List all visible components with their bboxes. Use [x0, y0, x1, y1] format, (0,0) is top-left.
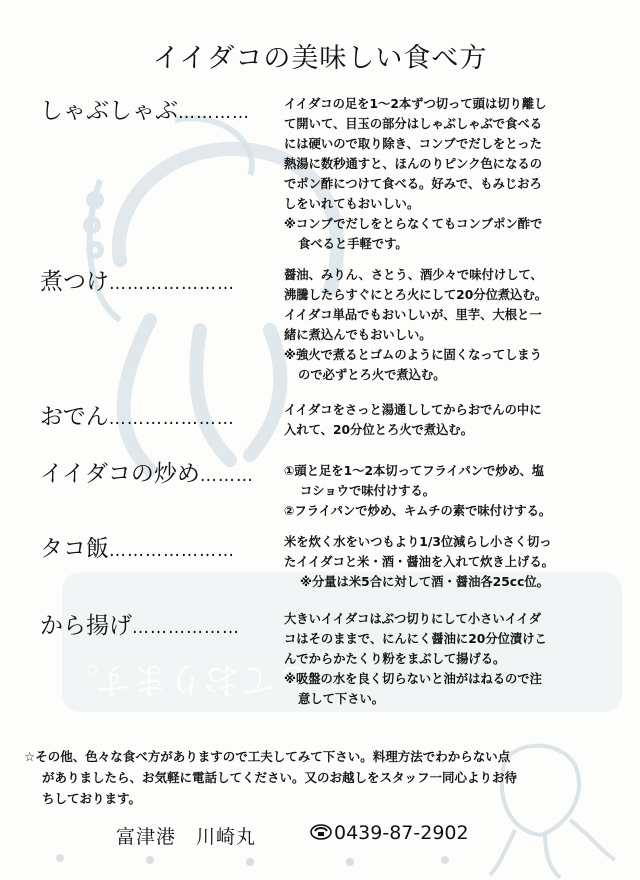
footer-note [24, 746, 624, 809]
recipe-line: コショウで味付けする。 [300, 484, 436, 498]
recipe-description [284, 94, 604, 254]
recipe-note: ※吸盤の水を良く切らないと油がはねるので注 [284, 672, 542, 686]
page-title: イイダコの美味しい食べ方 [152, 43, 488, 74]
phone-number-block [310, 822, 469, 844]
dot-leader: ………… [178, 103, 250, 123]
telephone-icon [310, 824, 332, 840]
dot-leader: ………………… [109, 274, 235, 294]
recipe-line: んでからかたくり粉をまぶして揚げる。 [284, 652, 506, 666]
recipe-name [40, 92, 250, 125]
recipe-note: ※コンブでだしをとらなくてもコンブポン酢で [284, 217, 543, 231]
recipe-name [40, 607, 240, 640]
recipe-name-text: タコ飯 [40, 536, 109, 562]
contact-info [0, 822, 640, 852]
recipe-name [40, 455, 254, 488]
recipe-line: 大きいイイダコはぶつ切りにして小さいイイダ [284, 612, 542, 626]
footer-line: ちしております。 [42, 791, 142, 806]
recipe-name [40, 263, 235, 296]
recipe-line: 熱湯に数秒通すと、ほんのりピンク色になるの [284, 157, 542, 171]
recipe-note: 意して下さい。 [298, 692, 385, 706]
recipe-name [40, 398, 235, 431]
footer-line: ☆その他、色々な食べ方がありますので工夫してみて下さい。料理方法でわからない点 [24, 749, 511, 764]
phone-number: 0439-87-2902 [334, 822, 469, 844]
recipe-line: コはそのままで、にんにく醤油に20分位漬けこ [284, 632, 547, 646]
recipe-line: 醤油、みりん、さとう、酒少々で味付けして、 [284, 268, 543, 282]
shop-name: 富津港 川崎丸 [116, 826, 257, 848]
recipe-description [284, 609, 604, 709]
recipe-line: しをいれてもおいしい。 [284, 197, 420, 211]
dot-leader: ……………… [132, 618, 240, 638]
recipe-name-text: から揚げ [40, 613, 132, 639]
recipe-description [284, 532, 604, 592]
recipe-line: たイイダコと米・酒・醤油を入れて炊き上げる。 [284, 555, 554, 569]
recipe-line: には硬いので取り除き、コンブでだしをとった [284, 137, 542, 151]
recipe-note: ので必ずとろ火で煮込む。 [298, 368, 446, 382]
dot-leader: ………………… [109, 541, 235, 561]
recipe-line: ②フライパンで炒め、キムチの素で味付けする。 [284, 504, 552, 518]
recipe-line: イイダコ単品でもおいしいが、里芋、大根と一 [284, 308, 542, 322]
recipe-name [40, 530, 235, 563]
watermark-text: しております。 [62, 659, 312, 700]
recipe-name-text: 煮つけ [40, 269, 109, 295]
recipe-line: 緒に煮込んでもおいしい。 [284, 328, 432, 342]
footer-line: がありましたら、お気軽に電話してください。又のお越しをスタッフ一同心よりお待 [42, 770, 518, 785]
recipe-line: て開いて、目玉の部分はしゃぶしゃぶで食べる [284, 117, 542, 131]
recipe-description [284, 400, 604, 440]
recipe-name-text: しゃぶしゃぶ [40, 98, 178, 124]
recipe-note: 食べると手軽です。 [298, 237, 408, 251]
recipe-note: ※分量は米5合に対して酒・醤油各25cc位。 [300, 575, 549, 589]
dot-leader: ……… [199, 466, 254, 486]
recipe-description [284, 265, 604, 385]
recipe-name-text: おでん [40, 404, 109, 430]
recipe-line: 入れて、20分位とろ火で煮込む。 [284, 423, 474, 437]
recipe-line: イイダコをさっと湯通ししてからおでんの中に [284, 403, 542, 417]
recipe-description [284, 461, 604, 521]
recipe-line: 米を炊く水をいつもより1/3位減らし小さく切っ [284, 535, 552, 549]
recipe-note: ※強火で煮るとゴムのように固くなってしまう [284, 348, 542, 362]
recipe-line: ①頭と足を1～2本切ってフライパンで炒め、塩 [284, 464, 545, 478]
recipe-line: 沸騰したらすぐにとろ火にして20分位煮込む。 [284, 288, 548, 302]
recipe-line: でポン酢につけて食べる。好みで、もみじおろ [284, 177, 542, 191]
recipe-line: イイダコの足を1～2本ずつ切って頭は切り離し [284, 97, 547, 111]
recipe-name-text: イイダコの炒め [40, 461, 200, 487]
dot-leader: ………………… [108, 409, 235, 429]
